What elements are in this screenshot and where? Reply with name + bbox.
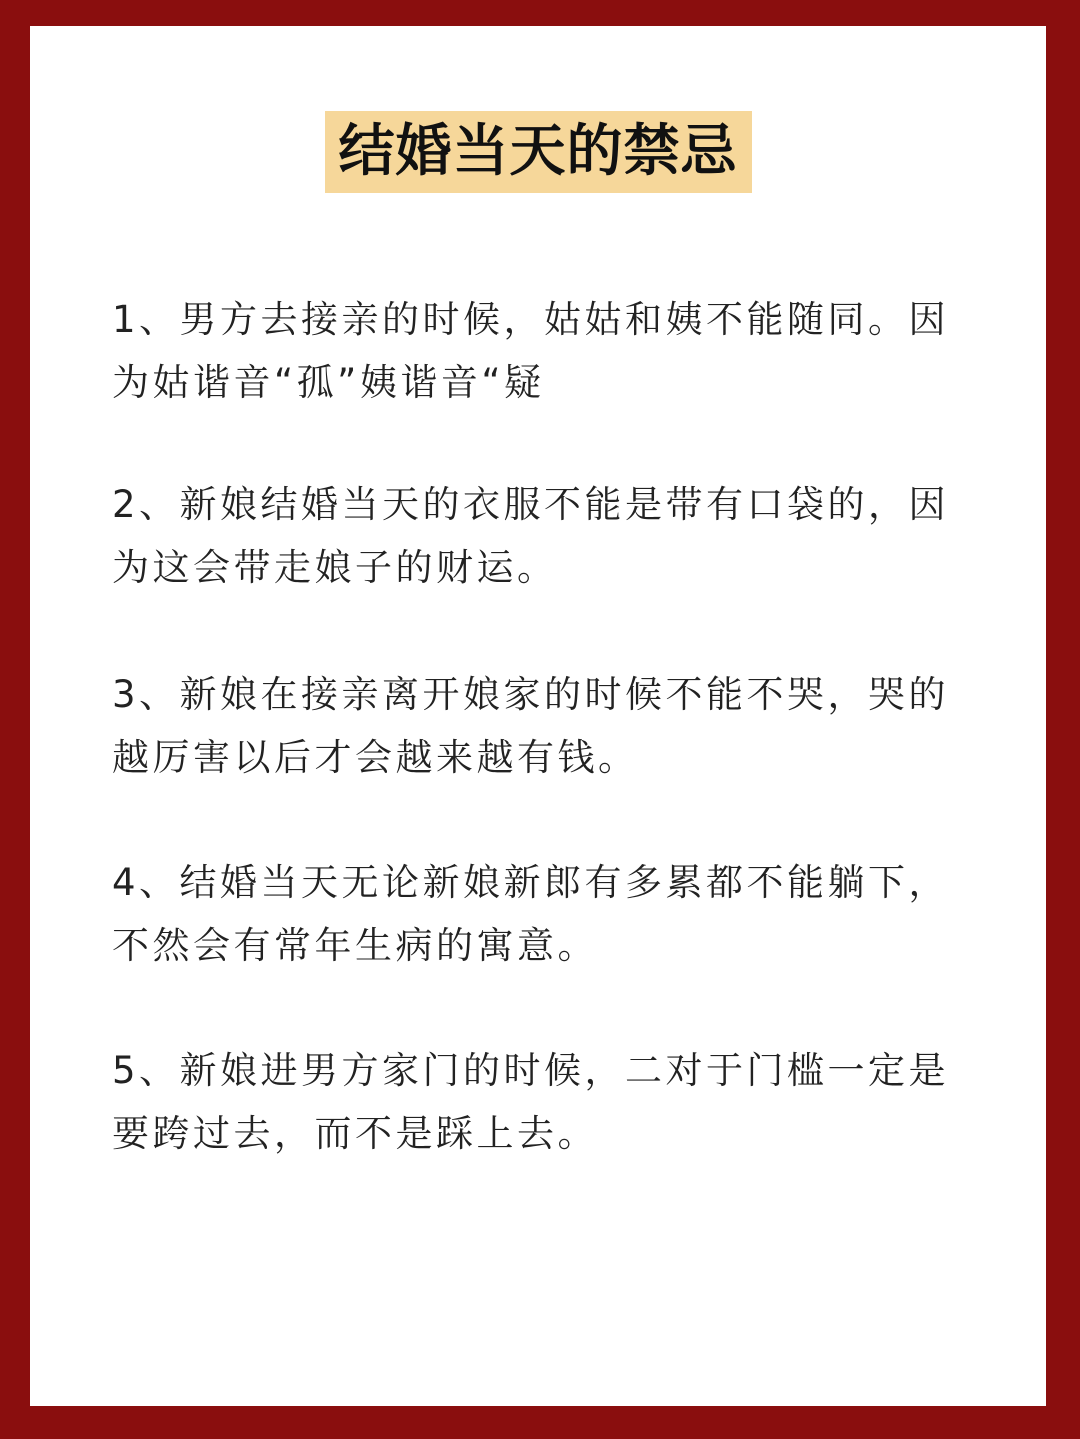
list-item-line: 2、新娘结婚当天的衣服不能是带有口袋的，因: [112, 483, 950, 526]
list-item: [112, 851, 972, 977]
list-item-line: 1、男方去接亲的时候，姑姑和姨不能随同。因: [112, 298, 950, 341]
list-item-line: 为姑谐音“孤”姨谐音“疑: [112, 361, 545, 404]
content-card: [30, 26, 1046, 1406]
list-item-line: 4、结婚当天无论新娘新郎有多累都不能躺下，: [112, 861, 950, 904]
list-item-line: 5、新娘进男方家门的时候，二对于门槛一定是: [112, 1049, 950, 1092]
list-item-line: 不然会有常年生病的寓意。: [112, 924, 598, 967]
list-item-line: 为这会带走娘子的财运。: [112, 546, 558, 589]
list-item-line: 越厉害以后才会越来越有钱。: [112, 736, 639, 779]
list-item: [112, 1039, 972, 1165]
page-title: 结婚当天的禁忌: [325, 111, 752, 193]
list-item-line: 3、新娘在接亲离开娘家的时候不能不哭，哭的: [112, 673, 950, 716]
list-item: [112, 473, 972, 599]
list-item: [112, 663, 972, 789]
list-item: [112, 288, 972, 414]
list-item-line: 要跨过去，而不是踩上去。: [112, 1112, 598, 1155]
title-wrap: [30, 111, 1046, 193]
